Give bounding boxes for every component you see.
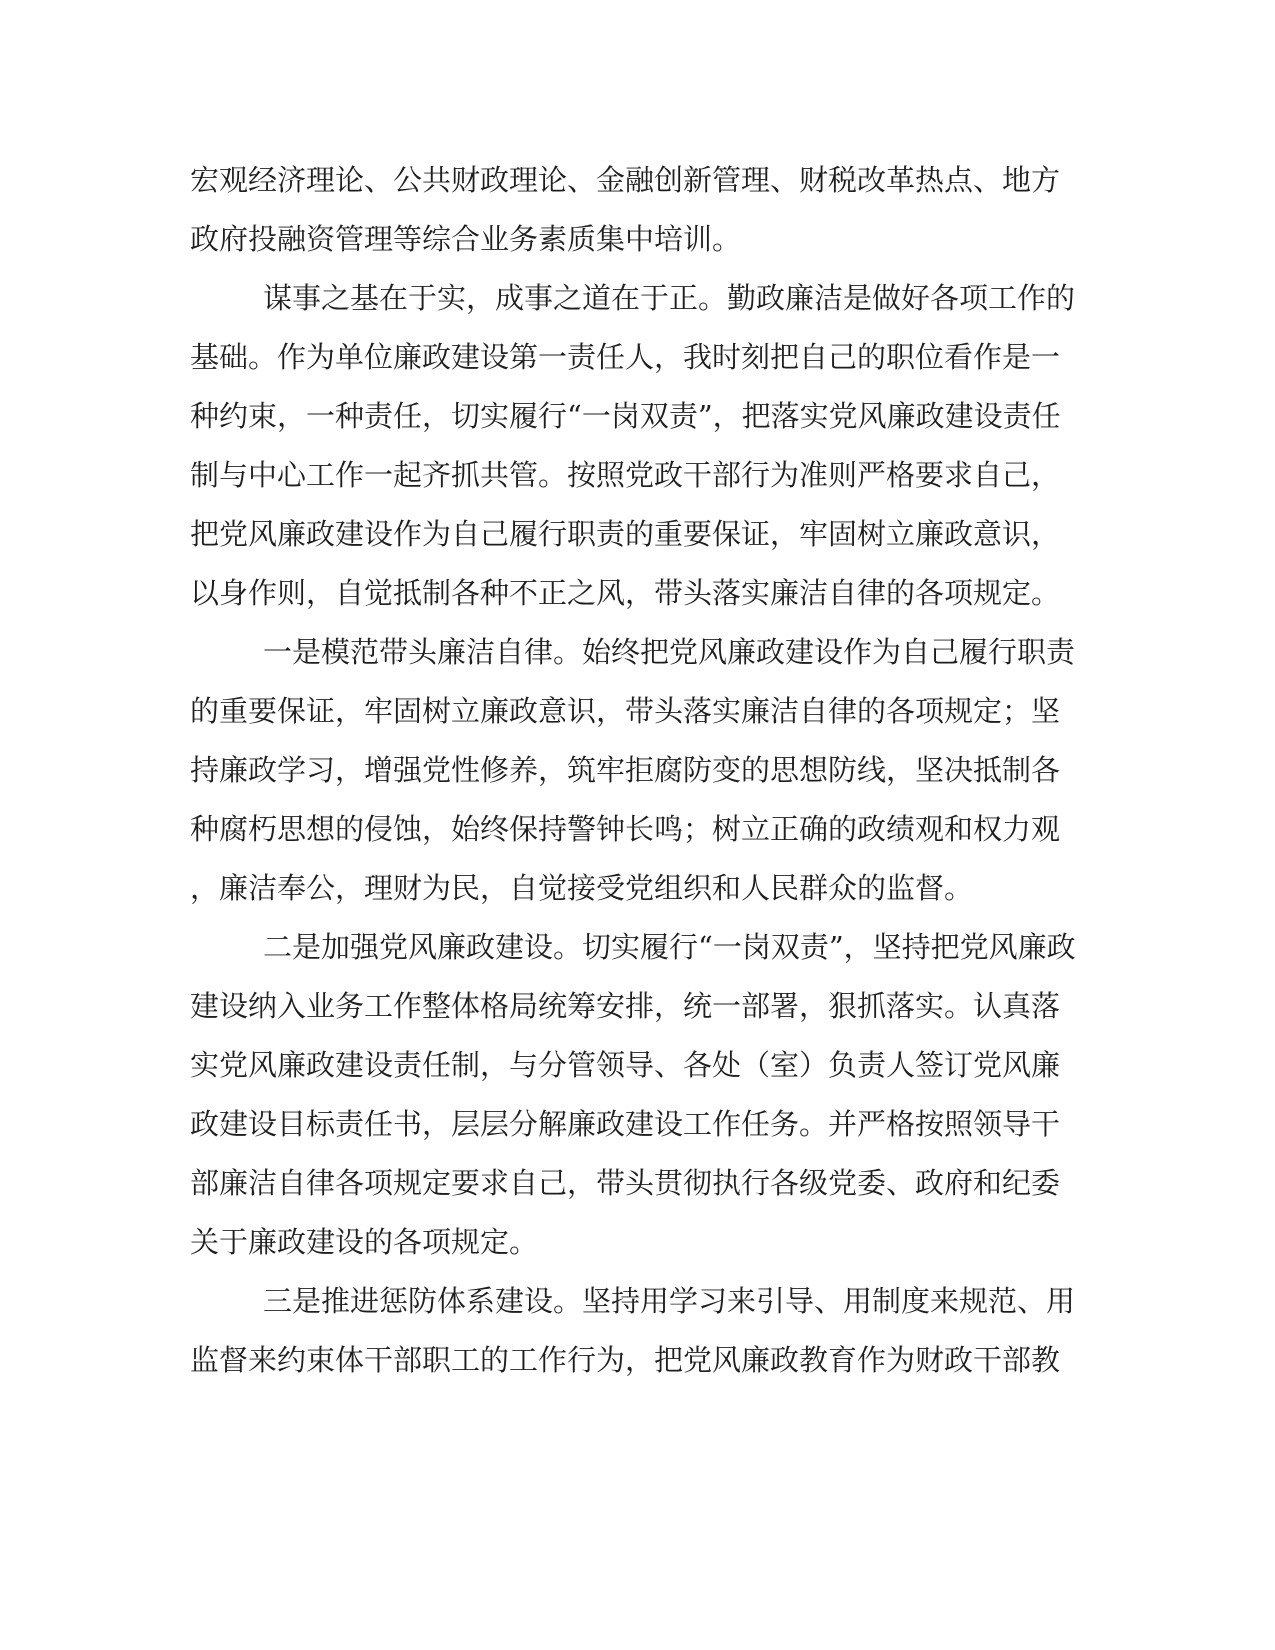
text-line: 监督来约束体干部职工的工作行为，把党风廉政教育作为财政干部教 — [190, 1343, 1061, 1377]
text-line: 部廉洁自律各项规定要求自己，带头贯彻执行各级党委、政府和纪委 — [190, 1166, 1061, 1200]
text-line: 建设纳入业务工作整体格局统筹安排，统一部署，狠抓落实。认真落 — [190, 989, 1061, 1023]
text-line: 种约束，一种责任，切实履行“一岗双责”，把落实党风廉政建设责任 — [190, 399, 1061, 433]
paragraph-first-line: 二是加强党风廉政建设。切实履行“一岗双责”，坚持把党风廉政 — [263, 930, 1076, 964]
paragraph-first-line: 三是推进惩防体系建设。坚持用学习来引导、用制度来规范、用 — [263, 1284, 1076, 1318]
text-line: 宏观经济理论、公共财政理论、金融创新管理、财税改革热点、地方 — [190, 163, 1061, 197]
text-line: 政建设目标责任书，层层分解廉政建设工作任务。并严格按照领导干 — [190, 1107, 1061, 1141]
text-line: 种腐朽思想的侵蚀，始终保持警钟长鸣；树立正确的政绩观和权力观 — [190, 812, 1061, 846]
text-line: 实党风廉政建设责任制，与分管领导、各处（室）负责人签订党风廉 — [190, 1048, 1061, 1082]
text-line: 制与中心工作一起齐抓共管。按照党政干部行为准则严格要求自己， — [190, 458, 1061, 492]
text-line: 关于廉政建设的各项规定。 — [190, 1225, 539, 1259]
paragraph-first-line: 谋事之基在于实，成事之道在于正。勤政廉洁是做好各项工作的 — [263, 281, 1076, 315]
text-line: 以身作则，自觉抵制各种不正之风，带头落实廉洁自律的各项规定。 — [190, 576, 1061, 610]
text-line: 的重要保证，牢固树立廉政意识，带头落实廉洁自律的各项规定；坚 — [190, 694, 1061, 728]
paragraph-first-line: 一是模范带头廉洁自律。始终把党风廉政建设作为自己履行职责 — [263, 635, 1076, 669]
text-line: 基础。作为单位廉政建设第一责任人，我时刻把自己的职位看作是一 — [190, 340, 1061, 374]
text-line: 把党风廉政建设作为自己履行职责的重要保证，牢固树立廉政意识， — [190, 517, 1061, 551]
text-line: ，廉洁奉公，理财为民，自觉接受党组织和人民群众的监督。 — [190, 871, 974, 905]
text-line: 持廉政学习，增强党性修养，筑牢拒腐防变的思想防线，坚决抵制各 — [190, 753, 1061, 787]
text-line: 政府投融资管理等综合业务素质集中培训。 — [190, 222, 742, 256]
